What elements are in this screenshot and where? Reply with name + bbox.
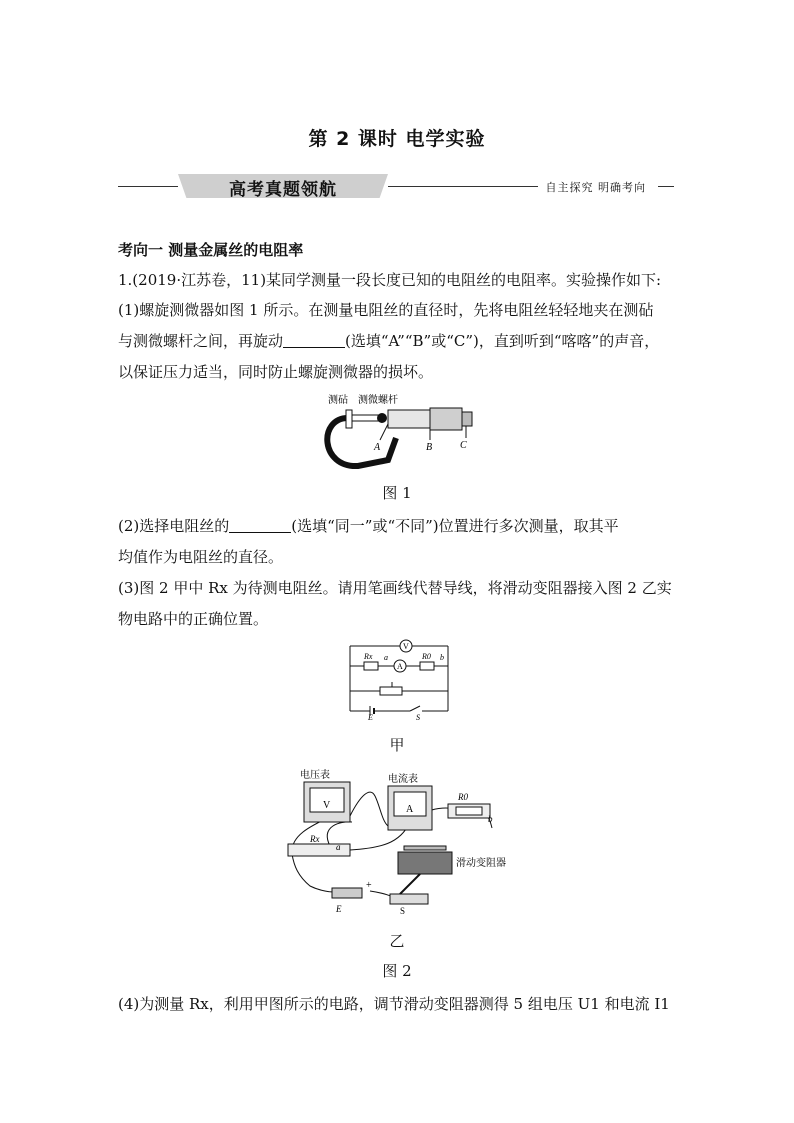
banner-tab-label: 高考真题领航 <box>229 180 337 200</box>
q1-p2-a <box>118 512 678 540</box>
micrometer-frame <box>327 418 396 466</box>
label-Rx: Rx <box>364 652 373 661</box>
physical-circuit <box>270 766 530 916</box>
label-V-2: V <box>323 800 331 811</box>
q1-p1-b-pre: 与测微螺杆之间，再旋动 <box>118 332 284 350</box>
label-A: A <box>374 442 381 453</box>
q1-p2-a-pre: (2)选择电阻丝的 <box>118 517 230 535</box>
battery-body <box>332 888 362 898</box>
answer-blank-1[interactable] <box>283 331 345 348</box>
q1-line1: 1.(2019·江苏卷，11)某同学测量一段长度已知的电阻丝的电阻率。实验操作如下: <box>118 271 662 289</box>
q1-p3-b: 物电路中的正确位置。 <box>118 610 269 628</box>
switch-base <box>390 894 428 904</box>
q1-p1-b-post: (选填“A”“B”或“C”)，直到听到“喀喀”的声音， <box>345 332 660 350</box>
q1-p3-a: (3)图 2 甲中 Rx 为待测电阻丝。请用笔画线代替导线，将滑动变阻器接入图 2 乙实 <box>118 579 672 597</box>
banner-line-mid <box>388 186 538 187</box>
q1-p1-b <box>118 327 678 355</box>
wire-2 <box>350 792 388 826</box>
leader-A <box>380 424 388 440</box>
label-anvil: 测砧 <box>328 395 348 406</box>
label-A-2: A <box>406 804 414 815</box>
label-A2: A <box>397 662 403 671</box>
label-C: C <box>460 440 467 451</box>
label-R0: R0 <box>422 652 431 661</box>
rheostat-rail <box>404 846 446 850</box>
switch-blade <box>410 706 420 711</box>
label-b-2: b <box>488 814 493 824</box>
q1-p2-a-post: (选填“同一”或“不同”)位置进行多次测量，取其平 <box>291 517 619 535</box>
micrometer-ratchet <box>462 412 472 426</box>
fig2b-caption: 乙 <box>389 932 405 950</box>
label-B: B <box>426 442 433 453</box>
circuit-schematic <box>340 636 460 720</box>
rheostat-symbol <box>380 687 402 695</box>
micrometer-lock <box>377 413 387 423</box>
q1-p2-b: 均值作为电阻丝的直径。 <box>118 548 284 566</box>
label-R0-2: R0 <box>458 792 468 802</box>
label-voltmeter: 电压表 <box>300 770 330 781</box>
label-a-2: a <box>336 842 341 852</box>
label-S: S <box>416 713 420 720</box>
label-V: V <box>403 642 409 651</box>
q1-p1-a: (1)螺旋测微器如图 1 所示。在测量电阻丝的直径时，先将电阻丝轻轻地夹在测砧 <box>118 301 654 319</box>
q1-p4: (4)为测量 Rx，利用甲图所示的电路，调节滑动变阻器测得 5 组电压 U1 和电流 I1 <box>118 995 670 1013</box>
micrometer-anvil <box>346 410 352 428</box>
rheostat-coil <box>398 852 452 874</box>
micrometer-figure <box>318 388 498 478</box>
switch-handle <box>400 874 420 894</box>
section-banner <box>118 174 674 200</box>
label-rheostat: 滑动变阻器 <box>456 858 506 869</box>
banner-right-label: 自主探究 明确考向 <box>545 181 646 194</box>
resistor-Rx <box>364 662 378 670</box>
answer-blank-2[interactable] <box>229 516 291 533</box>
label-E: E <box>368 713 373 720</box>
fig2a-caption: 甲 <box>389 736 405 754</box>
label-a: a <box>384 653 388 662</box>
fig1-caption: 图 1 <box>382 484 412 502</box>
label-Rx-2: Rx <box>310 834 320 844</box>
label-spindle: 测微螺杆 <box>358 395 398 406</box>
micrometer-thimble <box>430 408 462 430</box>
section-heading: 考向一 测量金属丝的电阻率 <box>118 241 304 259</box>
label-ammeter: 电流表 <box>388 774 418 785</box>
label-plus: + <box>366 880 372 891</box>
label-E-2: E <box>336 904 342 914</box>
fig2-caption: 图 2 <box>382 962 412 980</box>
R0-resistor <box>456 807 482 815</box>
banner-line-right <box>658 186 674 187</box>
resistor-R0 <box>420 662 434 670</box>
micrometer-sleeve <box>388 410 430 428</box>
label-S-2: S <box>400 906 406 916</box>
Rx-board <box>288 844 350 856</box>
label-b: b <box>440 653 444 662</box>
page-title: 第 2 课时 电学实验 <box>308 128 486 150</box>
q1-p1-c: 以保证压力适当，同时防止螺旋测微器的损坏。 <box>118 363 434 381</box>
banner-line-left <box>118 186 178 187</box>
